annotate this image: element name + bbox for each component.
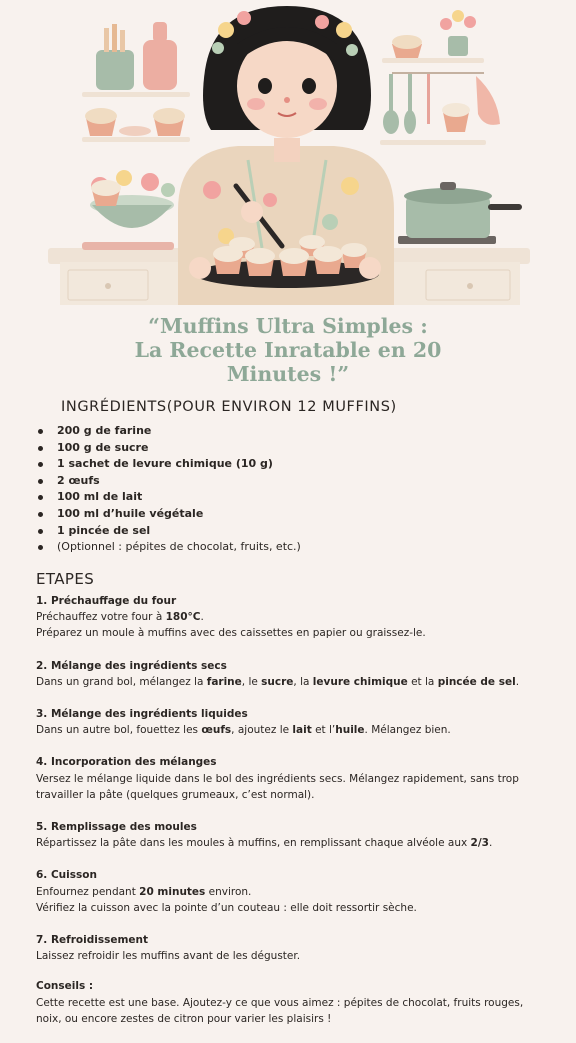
list-item (36, 539, 301, 556)
step-text (36, 609, 556, 625)
step-text-part: . (200, 611, 204, 624)
tips-text: noix, ou encore zestes de citron pour varier les plaisirs ! (36, 1012, 332, 1025)
step-7 (36, 932, 556, 964)
step-title: 4. Incorporation des mélanges (36, 756, 217, 769)
step-text-bold: huile (335, 724, 365, 737)
step-text-part: , la (293, 675, 313, 688)
bullet-icon (38, 545, 43, 550)
step-text-part: Dans un grand bol, mélangez la (36, 675, 207, 688)
step-text-part: environ. (205, 885, 252, 898)
step-text-part: . (515, 675, 520, 688)
bullet-icon (38, 495, 43, 500)
step-text-part: , ajoutez le (231, 724, 293, 737)
step-6 (36, 867, 556, 916)
step-title: 7. Refroidissement (36, 934, 149, 947)
steps-section (36, 593, 556, 1043)
ingredient-text: 2 œufs (57, 473, 100, 487)
step-text-part: . Mélangez bien. (364, 724, 451, 737)
step-text (36, 722, 556, 738)
step-text-bold: 180°C (165, 611, 201, 624)
list-item (36, 489, 301, 506)
step-text-bold: 2/3 (470, 837, 489, 850)
ingredient-text: 1 pincée de sel (57, 523, 151, 537)
step-4 (36, 754, 556, 803)
step-1 (36, 593, 556, 642)
step-text-bold: œufs (201, 724, 232, 737)
list-item (36, 523, 301, 540)
title-line-3: Minutes !” (226, 362, 350, 386)
ingredients-heading: INGRÉDIENTS(POUR ENVIRON 12 MUFFINS) (61, 399, 397, 415)
bullet-icon (38, 446, 43, 451)
list-item (36, 456, 301, 473)
step-title: 6. Cuisson (36, 869, 97, 882)
tips-title: Conseils : (36, 980, 94, 993)
step-text-bold: levure chimique (312, 675, 408, 688)
ingredient-text: (Optionnel : pépites de chocolat, fruits, etc.) (57, 540, 301, 554)
step-text: Versez le mélange liquide dans le bol des ingrédients secs. Mélangez rapidement, sans trop (36, 772, 519, 785)
step-text-part: . (488, 837, 493, 850)
ingredient-text: 200 g de farine (57, 424, 152, 437)
step-text-part: et l’ (311, 724, 336, 737)
step-text-bold: lait (292, 724, 312, 737)
list-item (36, 440, 301, 457)
step-text: Préparez un moule à muffins avec des caissettes en papier ou graissez-le. (36, 627, 426, 640)
step-title: 2. Mélange des ingrédients secs (36, 659, 227, 672)
list-item (36, 506, 301, 523)
step-title: 5. Remplissage des moules (36, 821, 197, 834)
step-text (36, 835, 556, 851)
step-text-part: Enfournez pendant (36, 885, 140, 898)
step-text-bold: farine (206, 675, 242, 688)
bullet-icon (38, 479, 43, 484)
step-text-part: et la (407, 675, 438, 688)
bullet-icon (38, 462, 43, 467)
ingredient-text: 100 ml de lait (57, 490, 143, 504)
ingredients-list (36, 423, 301, 556)
step-text: Laissez refroidir les muffins avant de les déguster. (36, 950, 301, 963)
step-5 (36, 819, 556, 851)
bullet-icon (38, 512, 43, 517)
bullet-icon (38, 429, 43, 434)
step-text: Vérifiez la cuisson avec la pointe d’un couteau : elle doit ressortir sèche. (36, 901, 417, 914)
step-text: travailler la pâte (quelques grumeaux, c’est normal). (36, 788, 315, 801)
title-line-2: La Recette Inratable en 20 (134, 338, 442, 362)
ingredient-text: 1 sachet de levure chimique (10 g) (57, 457, 273, 471)
hero-illustration (0, 0, 576, 305)
baking-girl-illustration (0, 0, 576, 305)
step-text (36, 674, 556, 690)
step-2 (36, 658, 556, 690)
step-text-bold: sucre (261, 675, 294, 688)
list-item (36, 473, 301, 490)
step-title: 1. Préchauffage du four (36, 595, 177, 607)
list-item (36, 423, 301, 440)
title-line-1: “Muffins Ultra Simples : (148, 314, 428, 338)
step-text-part: Préchauffez votre four à (36, 611, 166, 624)
ingredient-text: 100 g de sucre (57, 440, 149, 454)
step-text-part: Répartissez la pâte dans les moules à muffins, en remplissant chaque alvéole aux (36, 837, 471, 850)
step-title: 3. Mélange des ingrédients liquides (36, 708, 248, 721)
bullet-icon (38, 529, 43, 534)
step-text-bold: pincée de sel (437, 675, 516, 688)
step-text (36, 884, 556, 900)
tips-text: Cette recette est une base. Ajoutez-y ce que vous aimez : pépites de chocolat, fruits rouges, (36, 996, 524, 1009)
step-3 (36, 706, 556, 738)
step-text-part: Dans un autre bol, fouettez les (36, 724, 202, 737)
ingredient-text: 100 ml d’huile végétale (57, 506, 204, 520)
step-text-bold: 20 minutes (139, 885, 206, 898)
recipe-title (0, 314, 576, 386)
steps-heading: ETAPES (36, 570, 95, 588)
tips-section (36, 978, 556, 1027)
step-text-part: , le (241, 675, 262, 688)
